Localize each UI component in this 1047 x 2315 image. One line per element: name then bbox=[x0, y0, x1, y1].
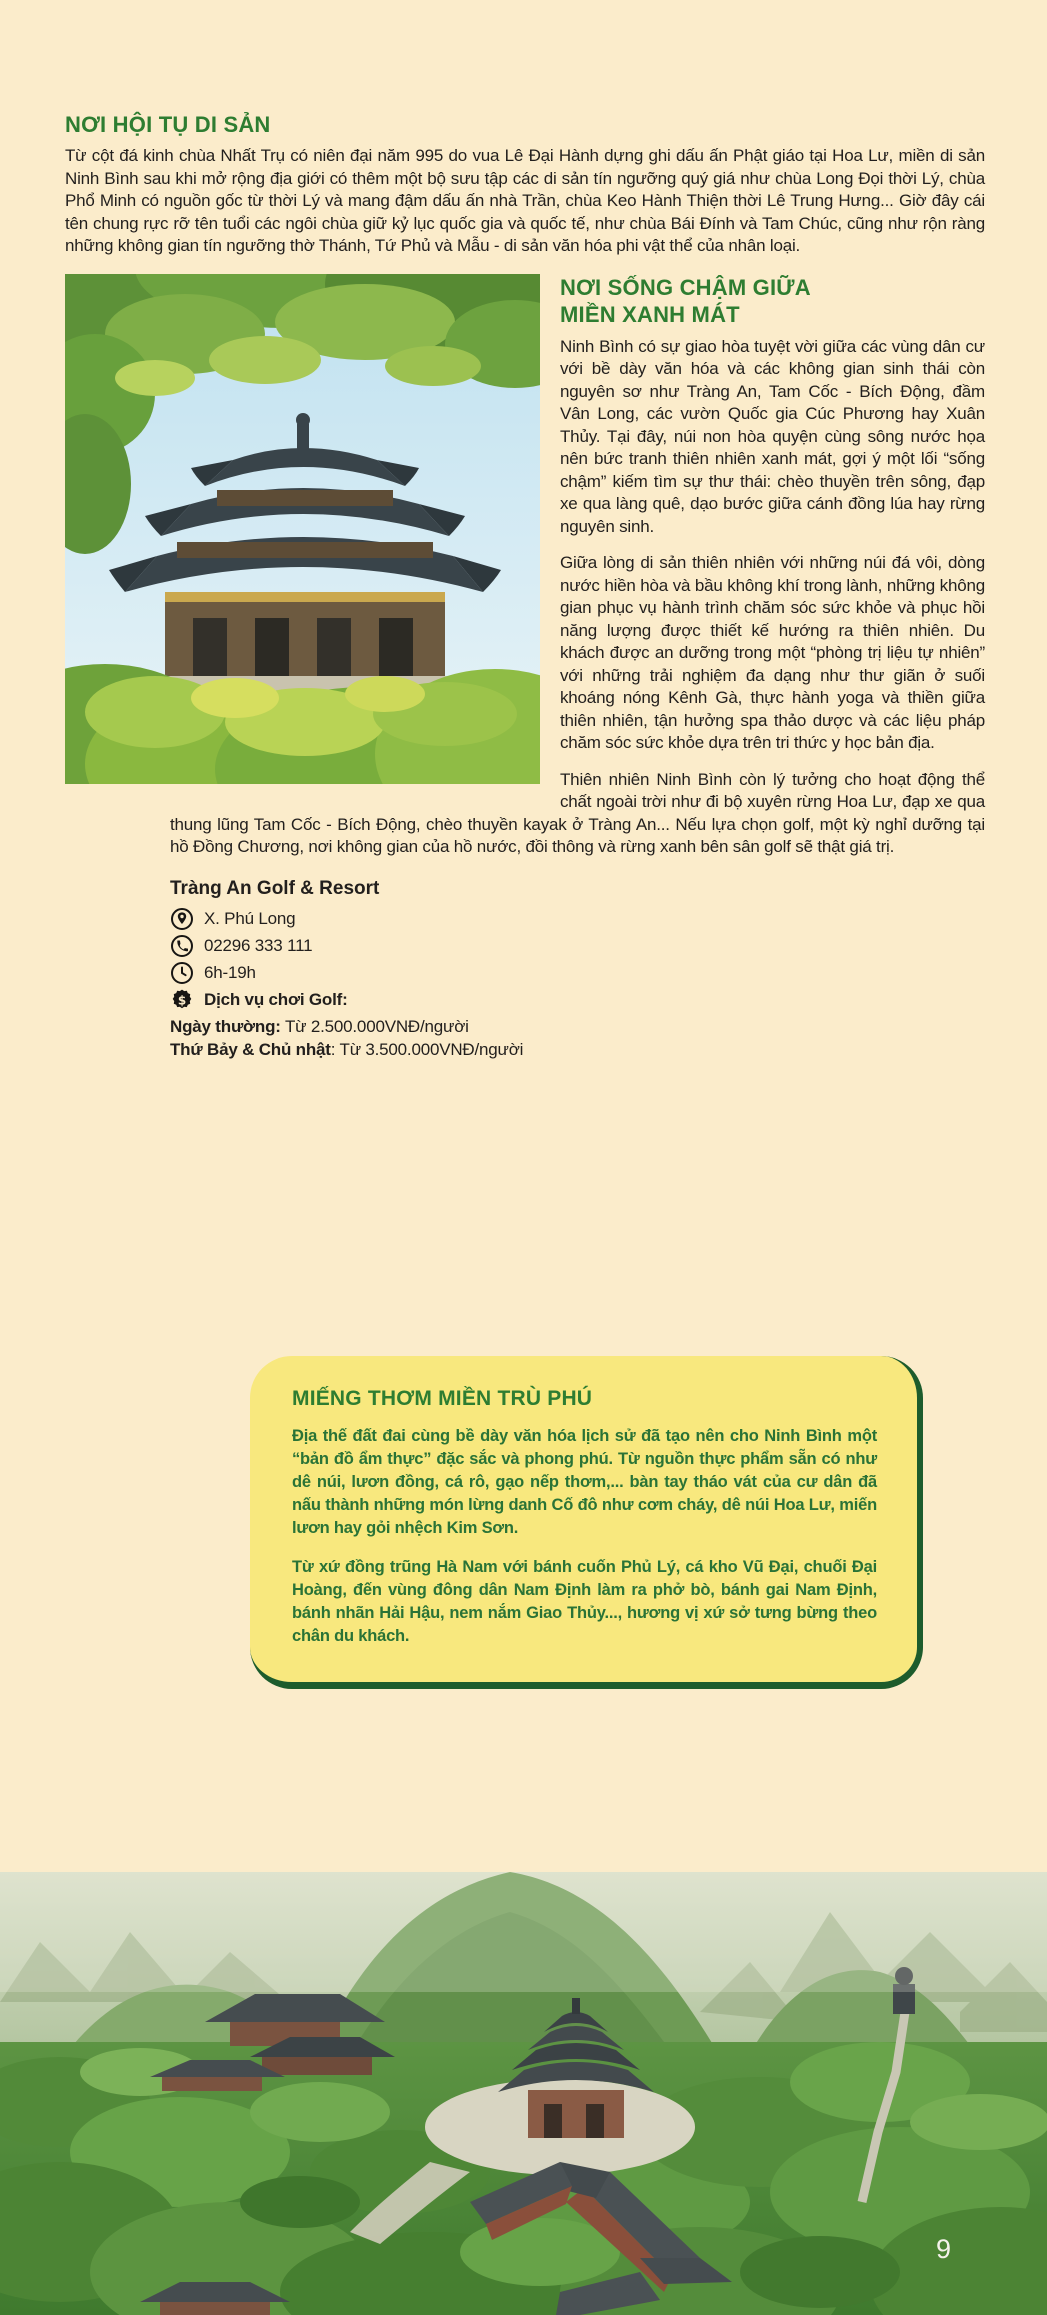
slow-living-heading-line1: NƠI SỐNG CHẬM GIỮA bbox=[560, 274, 811, 300]
text-indent-spacer bbox=[65, 796, 170, 1356]
golf-service-row bbox=[170, 988, 985, 1012]
temple-aerial-photo bbox=[0, 1872, 1047, 2315]
svg-text:$: $ bbox=[177, 992, 187, 1007]
golf-price-weekday bbox=[99, 1015, 985, 1038]
golf-hours-row bbox=[170, 961, 985, 985]
golf-address: X. Phú Long bbox=[204, 909, 296, 928]
pagoda-photo bbox=[65, 274, 540, 784]
heritage-paragraph: Từ cột đá kinh chùa Nhất Trụ có niên đại năm 995 do vua Lê Đại Hành dựng ghi dấu ấn Phật giáo tại Hoa Lư, miền di sản Ninh Bình sau khi mở rộng địa giới có thêm một bộ sưu tập các di sản tín ngưỡng quý giá như chùa Long Đọi thời Lý, chùa Phổ Minh có nguồn gốc từ thời Lý và mang đậm dấu ấn nhà Trần, chùa Keo Hành Thiện thời Lê Trung Hưng... Giờ đây cái tên chung rực rỡ tên tuổi các ngôi chùa giữ kỷ lục quốc gia và quốc tế, như chùa Bái Đính và Tam Chúc, cũng như rộn ràng những không gian tín ngưỡng thờ Thánh, Tứ Phủ và Mẫu - di sản văn hóa phi vật thể của nhân loại. bbox=[65, 146, 985, 255]
food-box-paragraph-1: Địa thế đất đai cùng bề dày văn hóa lịch sử đã tạo nên cho Ninh Bình một “bản đồ ẩm thực” đặc sắc và phong phú. Từ nguồn thực phẩm sẵn có như dê núi, lươn đồng, cá rô, gạo nếp thơm,... bàn tay tháo vát của cư dân đã nấu thành những món lừng danh Cố đô như cơm cháy, dê núi Hoa Lư, miến lươn hay gỏi nhệch Kim Sơn. bbox=[292, 1426, 877, 1537]
golf-resort-name: Tràng An Golf & Resort bbox=[170, 877, 380, 899]
golf-hours: 6h-19h bbox=[204, 963, 256, 982]
slow-living-paragraph-2: Giữa lòng di sản thiên nhiên với những núi đá vôi, dòng nước hiền hòa và bầu không khí trong lành, những không gian phục vụ hành trình chăm sóc sức khỏe và phục hồi năng lượng được thiết kế hướng ra thiên nhiên. Du khách được an dưỡng trong một “phòng trị liệu tự nhiên” với những trải nghiệm đa dạng như thư giãn ở suối khoáng nóng Kênh Gà, thực hành yoga và thiền giữa thiên nhiên, tận hưởng spa thảo dược và các liệu pháp chăm sóc sức khỏe dựa trên tri thức y học bản địa. bbox=[560, 553, 985, 752]
heritage-heading: NƠI HỘI TỤ DI SẢN bbox=[65, 112, 271, 137]
golf-address-row bbox=[170, 907, 985, 931]
golf-price-weekday-label: Ngày thường: bbox=[170, 1016, 281, 1036]
location-pin-icon bbox=[170, 907, 194, 931]
food-callout-box bbox=[250, 1356, 923, 1689]
phone-icon bbox=[170, 934, 194, 958]
slow-living-paragraph-3: Thiên nhiên Ninh Bình còn lý tưởng cho hoạt động thể chất ngoài trời như đi bộ xuyên rừng Hoa Lư, đạp xe qua thung lũng Tam Cốc - Bích Động, chèo thuyền kayak ở Tràng An... Nếu lựa chọn golf, một kỳ nghỉ dưỡng tại hồ Đồng Chương, nơi không gian của hồ nước, đồi thông và rừng xanh bên sân golf sẽ thật giá trị. bbox=[170, 769, 985, 856]
golf-service-label: Dịch vụ chơi Golf: bbox=[204, 990, 348, 1009]
golf-price-weekend bbox=[99, 1038, 985, 1061]
golf-price-weekend-label: Thứ Bảy & Chủ nhật bbox=[170, 1039, 331, 1059]
dollar-icon bbox=[170, 988, 194, 1012]
golf-info-block bbox=[65, 877, 985, 1061]
clock-icon bbox=[170, 961, 194, 985]
slow-living-heading-line2: MIỀN XANH MÁT bbox=[560, 301, 740, 327]
page-number: 9 bbox=[935, 2234, 951, 2264]
food-box-paragraph-2: Từ xứ đồng trũng Hà Nam với bánh cuốn Phủ Lý, cá kho Vũ Đại, chuối Đại Hoàng, đến vùng đông dân Nam Định làm ra phở bò, bánh gai Nam Định, bánh nhãn Hải Hậu, nem nắm Giao Thủy..., hương vị xứ sở tưng bừng theo chân du khách. bbox=[292, 1557, 877, 1645]
golf-price-weekday-value: Từ 2.500.000VNĐ/người bbox=[280, 1016, 469, 1036]
golf-phone-row bbox=[170, 934, 985, 958]
golf-phone: 02296 333 111 bbox=[204, 936, 313, 955]
section-slow-living bbox=[65, 274, 985, 1689]
food-box-heading: MIẾNG THƠM MIỀN TRÙ PHÚ bbox=[292, 1386, 593, 1410]
golf-price-weekend-value: : Từ 3.500.000VNĐ/người bbox=[330, 1039, 524, 1059]
section-heritage bbox=[65, 112, 985, 258]
slow-living-paragraph-1: Ninh Bình có sự giao hòa tuyệt vời giữa các vùng dân cư với bề dày văn hóa và các không gian sinh thái còn nguyên sơ như Tràng An, Tam Cốc - Bích Động, đầm Vân Long, các vườn Quốc gia Cúc Phương hay Xuân Thủy. Tại đây, núi non hòa quyện cùng sông nước họa nên bức tranh thiên nhiên xanh mát, gợi ý một lối “sống chậm” kiếm tìm sự thư thái: chèo thuyền trên sông, đạp xe qua làng quê, dạo bước giữa cánh đồng lúa hay rừng nguyên sinh. bbox=[560, 336, 985, 536]
